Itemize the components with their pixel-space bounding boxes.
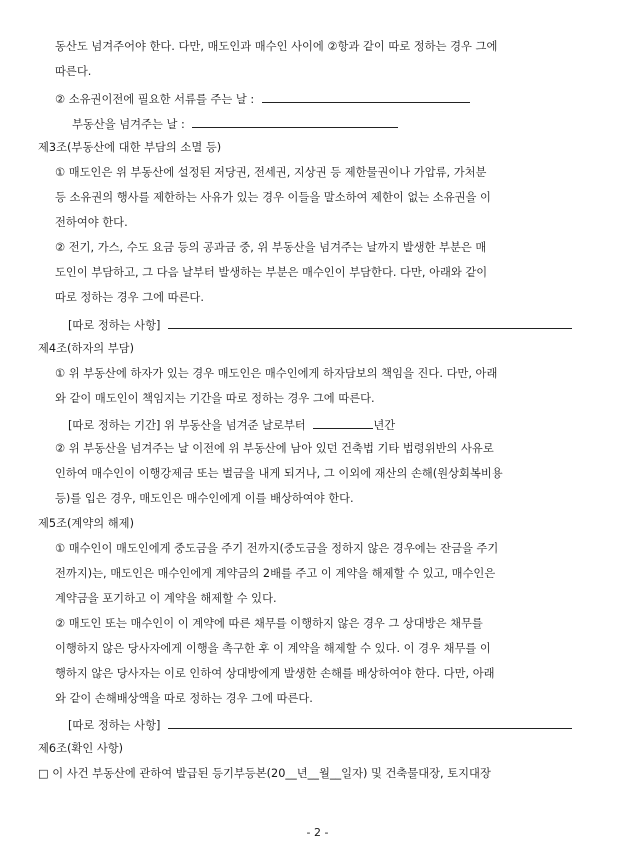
warranty-years-blank: [313, 415, 373, 429]
special-terms-label-2: [따로 정하는 사항]: [68, 719, 161, 732]
special-terms-label: [따로 정하는 사항]: [68, 319, 161, 332]
special-terms-blank: [168, 315, 572, 329]
checkbox-item-line: □ 이 사건 부동산에 관하여 발급된 등기부등본(20__년__월__일자) 및 건축물대장, 토지대장: [38, 767, 491, 780]
text-line-10: 도인이 부담하고, 그 다음 날부터 발생하는 부분은 매수인이 부담한다. 다만, 아래와 같이: [55, 266, 488, 279]
text-line-22: ① 매수인이 매도인에게 중도금을 주기 전까지(중도금을 정하지 않은 경우에는 잔금을 주기: [55, 542, 499, 555]
text-line-25: ② 매도인 또는 매수인이 이 계약에 따른 채무를 이행하지 않은 경우 그 상대방은 채무를: [55, 617, 483, 630]
text-line-20: 등)를 입은 경우, 매도인은 매수인에게 이를 배상하여야 한다.: [55, 492, 354, 505]
article-6-heading: 제6조(확인 사항): [38, 742, 124, 755]
special-terms-line-1: [68, 315, 572, 333]
text-line-11: 따로 정하는 경우 그에 따른다.: [55, 291, 204, 304]
warranty-period-line: [68, 415, 395, 433]
special-terms-blank-2: [168, 715, 572, 729]
years-suffix: 년간: [373, 419, 396, 432]
text-line-7: 등 소유권의 행사를 제한하는 사유가 있는 경우 이들을 말소하여 제한이 없는 소유권을 이: [55, 191, 491, 204]
text-line-23: 전까지)는, 매도인은 매수인에게 계약금의 2배를 주고 이 계약을 해제할 수 있고, 매수인은: [55, 567, 496, 580]
doc-handover-label: ② 소유권이전에 필요한 서류를 주는 날 :: [55, 93, 255, 106]
text-line-15: 와 같이 매도인이 책임지는 기간을 따로 정하는 경우 그에 따른다.: [55, 392, 375, 405]
doc-handover-blank: [262, 89, 470, 103]
property-handover-date-line: [72, 114, 398, 132]
text-line-6: ① 매도인은 위 부동산에 설정된 저당권, 전세권, 지상권 등 제한물권이나 가압류, 가처분: [55, 166, 487, 179]
property-handover-blank: [192, 114, 398, 128]
text-line-9: ② 전기, 가스, 수도 요금 등의 공과금 중, 위 부동산을 넘겨주는 날까지 발생한 부분은 매: [55, 241, 487, 254]
page-number: - 2 -: [306, 826, 329, 839]
article-4-heading: 제4조(하자의 부담): [38, 342, 134, 355]
warranty-period-label: [따로 정하는 기간] 위 부동산을 넘겨준 날로부터: [68, 419, 306, 432]
text-line-24: 계약금을 포기하고 이 계약을 해제할 수 있다.: [55, 592, 277, 605]
text-line-8: 전하여야 한다.: [55, 216, 128, 229]
text-line-26: 이행하지 않은 당사자에게 이행을 촉구한 후 이 계약을 해제할 수 있다. 이 경우 채무를 이: [55, 642, 491, 655]
text-line-18: ② 위 부동산을 넘겨주는 날 이전에 위 부동산에 남아 있던 건축법 기타 법령위반의 사유로: [55, 442, 494, 455]
property-handover-label: 부동산을 넘겨주는 날 :: [72, 118, 185, 131]
text-line-27: 행하지 않은 당사자는 이로 인하여 상대방에게 발생한 손해를 배상하여야 한다. 다만, 아래: [55, 667, 495, 680]
text-line-2: 따른다.: [55, 65, 92, 78]
text-line-28: 와 같이 손해배상액을 따로 정하는 경우 그에 따른다.: [55, 692, 313, 705]
doc-handover-date-line: [55, 89, 470, 107]
text-line-19: 인하여 매수인이 이행강제금 또는 벌금을 내게 되거나, 그 이외에 재산의 손해(원상회복비용: [55, 467, 503, 480]
special-terms-line-2: [68, 715, 572, 733]
article-3-heading: 제3조(부동산에 대한 부담의 소멸 등): [38, 141, 222, 154]
article-5-heading: 제5조(계약의 해제): [38, 517, 134, 530]
text-line-14: ① 위 부동산에 하자가 있는 경우 매도인은 매수인에게 하자담보의 책임을 진다. 다만, 아래: [55, 367, 498, 380]
text-line-1: 동산도 넘겨주어야 한다. 다만, 매도인과 매수인 사이에 ②항과 같이 따로 정하는 경우 그에: [55, 40, 498, 53]
